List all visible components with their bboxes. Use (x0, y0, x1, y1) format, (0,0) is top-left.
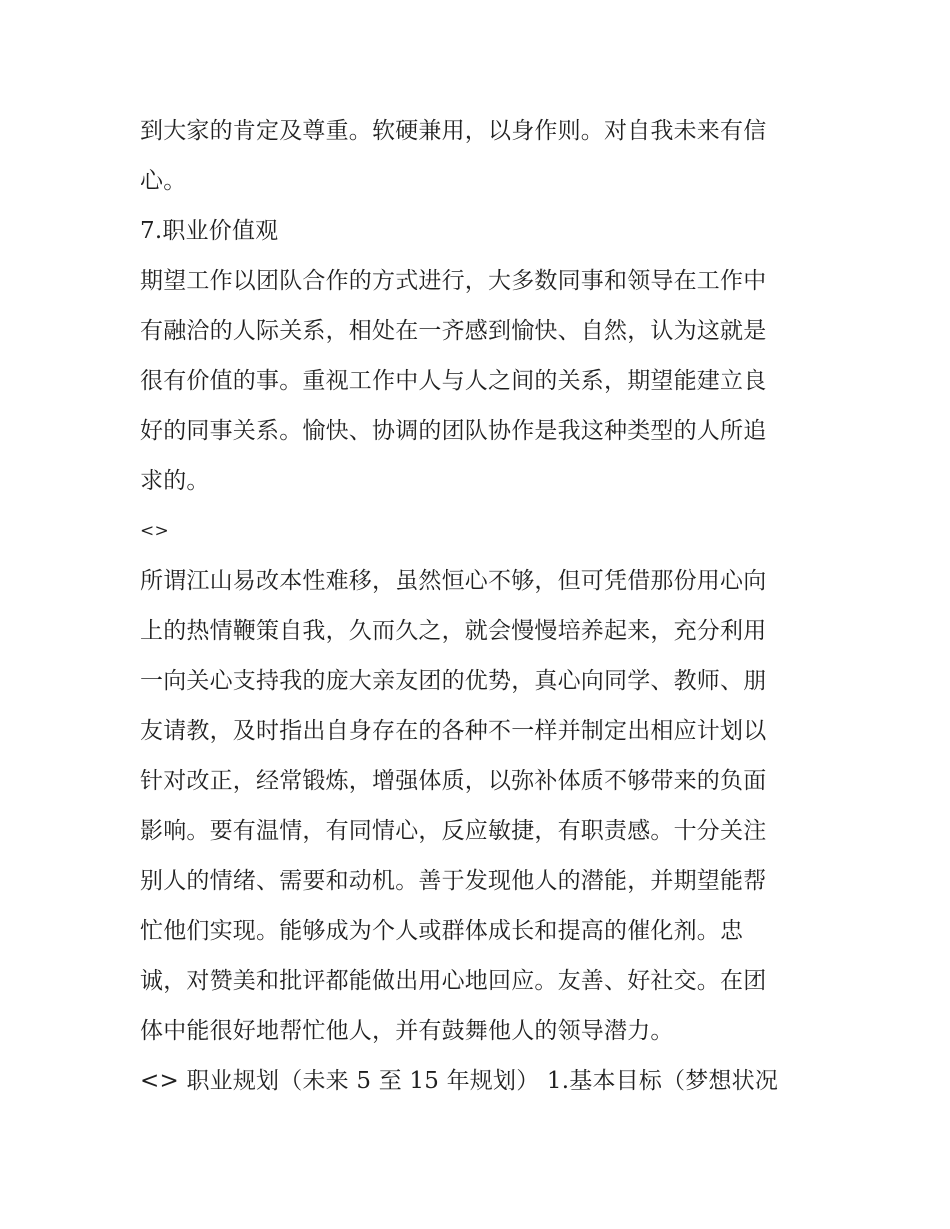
text-line: 求的。 (140, 468, 210, 494)
text-line: 期望工作以团队合作的方式进行，大多数同事和领导在工作中 (140, 268, 767, 294)
document-body (140, 106, 820, 1106)
text-line: 到大家的肯定及尊重。软硬兼用，以身作则。对自我未来有信 (140, 118, 767, 144)
separator-marker: <> (140, 521, 169, 541)
text-line: 针对改正，经常锻炼，增强体质，以弥补体质不够带来的负面 (140, 768, 767, 794)
section-heading: 7.职业价值观 (140, 218, 279, 244)
text-line: 一向关心支持我的庞大亲友团的优势，真心向同学、教师、朋 (140, 668, 767, 694)
text-line: 所谓江山易改本性难移，虽然恒心不够，但可凭借那份用心向 (140, 568, 767, 594)
text-line: 心。 (140, 168, 187, 194)
text-line: 忙他们实现。能够成为个人或群体成长和提高的催化剂。忠 (140, 918, 744, 944)
text-line: 友请教，及时指出自身存在的各种不一样并制定出相应计划以 (140, 718, 767, 744)
text-line: 好的同事关系。愉快、协调的团队协作是我这种类型的人所追 (140, 418, 767, 444)
section-heading: <> 职业规划（未来 5 至 15 年规划） 1.基本目标（梦想状况 (140, 1068, 779, 1094)
text-line: 很有价值的事。重视工作中人与人之间的关系，期望能建立良 (140, 368, 767, 394)
text-line: 影响。要有温情，有同情心，反应敏捷，有职责感。十分关注 (140, 818, 767, 844)
text-line: 别人的情绪、需要和动机。善于发现他人的潜能，并期望能帮 (140, 868, 767, 894)
text-line: 体中能很好地帮忙他人，并有鼓舞他人的领导潜力。 (140, 1018, 674, 1044)
text-line: 有融洽的人际关系，相处在一齐感到愉快、自然，认为这就是 (140, 318, 767, 344)
text-line: 上的热情鞭策自我，久而久之，就会慢慢培养起来，充分利用 (140, 618, 767, 644)
text-line: 诚，对赞美和批评都能做出用心地回应。友善、好社交。在团 (140, 968, 767, 994)
